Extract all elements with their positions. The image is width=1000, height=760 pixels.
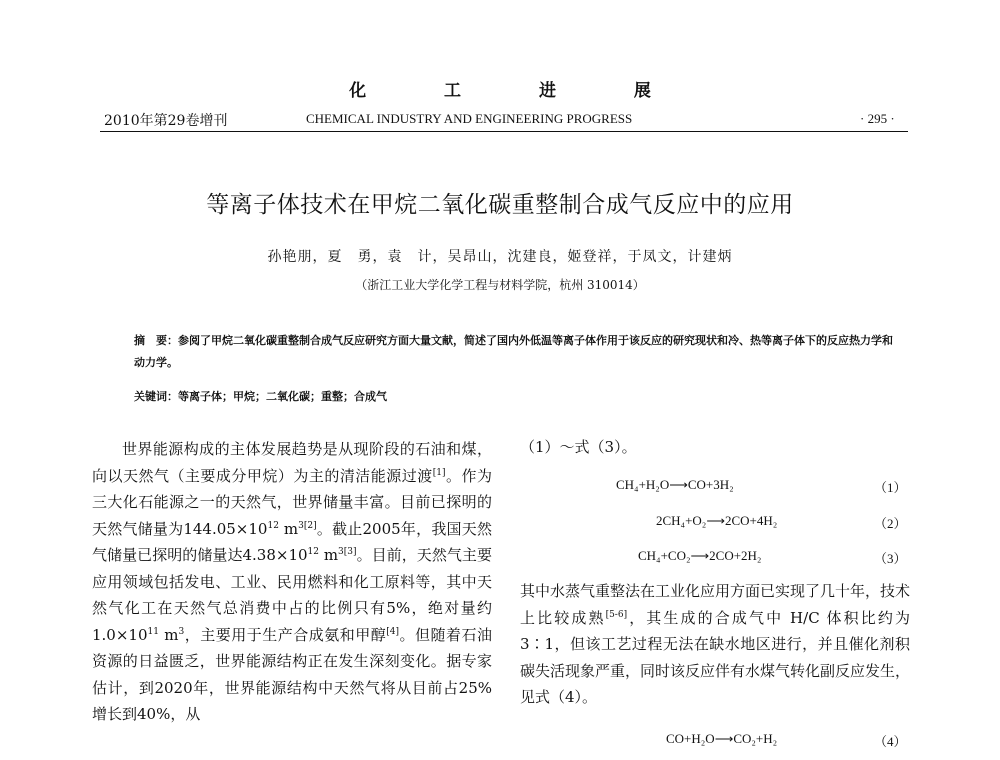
article-affiliation: （浙江工业大学化学工程与材料学院，杭州 310014）	[355, 278, 645, 292]
equation-4: CO+H₂O⟶CO₂+H₂	[666, 731, 778, 746]
header-rule	[100, 131, 908, 132]
keywords-text: 等离子体；甲烷；二氧化碳；重整；合成气	[178, 390, 387, 403]
issue-label: 2010年第29卷增刊	[104, 113, 228, 129]
equation-1: CH₄+H₂O⟶CO+3H₂	[616, 477, 734, 492]
keywords-label: 关键词：	[134, 390, 178, 403]
paragraph: 世界能源构成的主体发展趋势是从现阶段的石油和煤，向以天然气（主要成分甲烷）为主的清洁能源过渡[1]。作为三大化石能源之一的天然气，世界储量丰富。目前已探明的天然气储量为$144.05\times 10^{12}$ $m^{3[2]}$。截止2005年，我国天然气储量已探明的储量达$4.38\times 10^{12}$ $m^{3[3]}$。目前，天然气主要应用领域包括发电、工业、民用燃料和化工原料等，其中天然气化工在天然气总消费中占的比例只有5%，绝对量约 $1.0\times 10^{11}$ $m^3$，主要用于生产合成氨和甲醇[4]。但随着石油资源的日益匮乏，世界能源结构正在发生深刻变化。据专家估计，到2020年，世界能源结构中天然气将从目前占25%增长到40%，从	[92, 440, 492, 723]
equation-4-number: （4）	[874, 734, 907, 749]
abstract	[134, 330, 894, 374]
body-column-left	[92, 436, 492, 728]
article-title: 等离子体技术在甲烷二氧化碳重整制合成气反应中的应用	[206, 192, 794, 218]
equation-1-number: （1）	[874, 480, 907, 495]
article-authors: 孙艳朋，夏 勇，袁 计，吴昂山，沈建良，姬登祥，于凤文，计建炳	[267, 249, 733, 265]
body-column-right	[520, 578, 910, 711]
equation-3-number: （3）	[874, 551, 907, 566]
equation-intro: （1）～式（3）。	[520, 438, 637, 456]
equation-2: 2CH₄+O₂⟶2CO+4H₂	[656, 513, 778, 528]
equation-3: CH₄+CO₂⟶2CO+2H₂	[638, 548, 762, 563]
journal-english-name: CHEMICAL INDUSTRY AND ENGINEERING PROGRESS	[306, 111, 633, 126]
abstract-label: 摘 要：	[134, 334, 178, 347]
journal-name: 化 工 进 展	[349, 81, 687, 101]
abstract-text: 参阅了甲烷二氧化碳重整制合成气反应研究方面大量文献，简述了国内外低温等离子体作用于该反应的研究现状和冷、热等离子体下的反应热力学和动力学。	[134, 334, 893, 369]
keywords	[134, 388, 894, 404]
equation-2-number: （2）	[874, 516, 907, 531]
page-number: · 295 ·	[860, 111, 895, 126]
paragraph: 其中水蒸气重整法在工业化应用方面已实现了几十年，技术上比较成熟[5-6]，其生成的合成气中 H/C 体积比约为3∶1，但该工艺过程无法在缺水地区进行，并且催化剂积碳失活现象严重，同时该反应伴有水煤气转化副反应发生，见式（4）。	[520, 582, 911, 706]
